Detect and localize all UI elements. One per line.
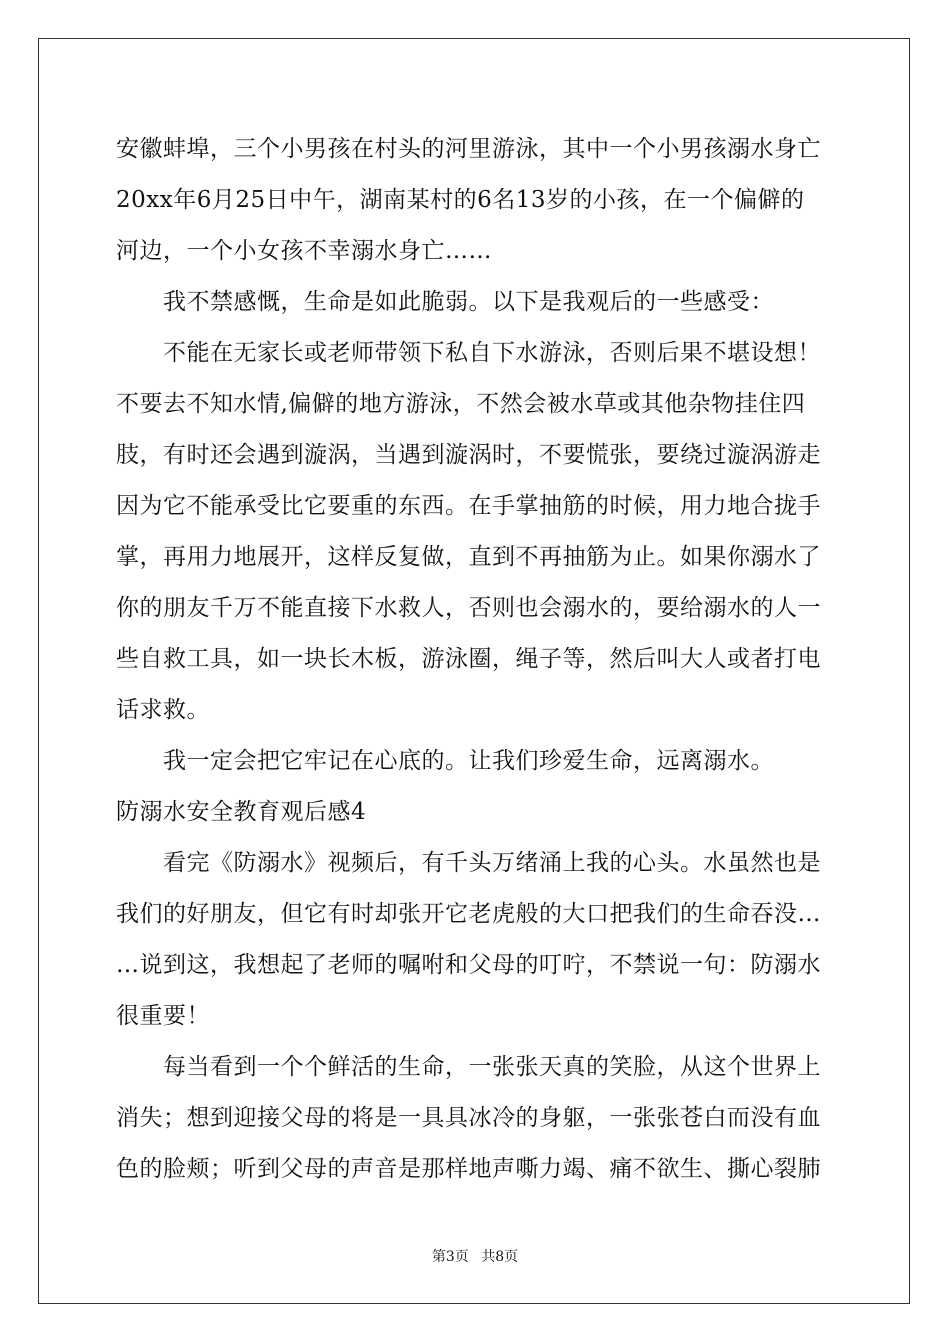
text-line: 我不禁感慨，生命是如此脆弱。以下是我观后的一些感受： [116, 289, 774, 315]
text-line: 肢，有时还会遇到漩涡，当遇到漩涡时，不要慌张，要绕过漩涡游走 [116, 442, 821, 468]
page-number-current: 第3页 [431, 1249, 469, 1265]
text-line: 掌，再用力地展开，这样反复做，直到不再抽筋为止。如果你溺水了 [116, 544, 821, 570]
text-line: 色的脸颊；听到父母的声音是那样地声嘶力竭、痛不欲生、撕心裂肺 [116, 1156, 821, 1182]
text-line: 看完《防溺水》视频后，有千头万绪涌上我的心头。水虽然也是 [116, 850, 821, 876]
text-line: 消失；想到迎接父母的将是一具具冰冷的身躯，一张张苍白而没有血 [116, 1105, 821, 1131]
text-line: 很重要！ [116, 1003, 210, 1029]
text-line: 话求救。 [116, 697, 210, 723]
text-line: 些自救工具，如一块长木板，游泳圈，绳子等，然后叫大人或者打电 [116, 646, 821, 672]
page-footer [0, 1248, 950, 1266]
text-line: 不要去不知水情,偏僻的地方游泳，不然会被水草或其他杂物挂住四 [116, 391, 806, 417]
section-heading: 防溺水安全教育观后感4 [116, 799, 367, 825]
text-line: 不能在无家长或老师带领下私自下水游泳，否则后果不堪设想！ [116, 340, 821, 366]
text-line: 每当看到一个个鲜活的生命，一张张天真的笑脸，从这个世界上 [116, 1054, 821, 1080]
text-line: 河边，一个小女孩不幸溺水身亡…… [116, 238, 492, 264]
text-line: …说到这，我想起了老师的嘱咐和父母的叮咛，不禁说一句：防溺水 [116, 952, 821, 978]
text-line: 我一定会把它牢记在心底的。让我们珍爱生命，远离溺水。 [116, 748, 774, 774]
text-line: 20xx年6月25日中午，湖南某村的6名13岁的小孩，在一个偏僻的 [116, 187, 805, 213]
text-line: 你的朋友千万不能直接下水救人，否则也会溺水的，要给溺水的人一 [116, 595, 821, 621]
text-line: 因为它不能承受比它要重的东西。在手掌抽筋的时候，用力地合拢手 [116, 493, 821, 519]
page-number-total: 共8页 [481, 1249, 519, 1265]
text-line: 安徽蚌埠，三个小男孩在村头的河里游泳，其中一个小男孩溺水身亡 [116, 136, 821, 162]
text-line: 我们的好朋友，但它有时却张开它老虎般的大口把我们的生命吞没… [116, 901, 821, 927]
